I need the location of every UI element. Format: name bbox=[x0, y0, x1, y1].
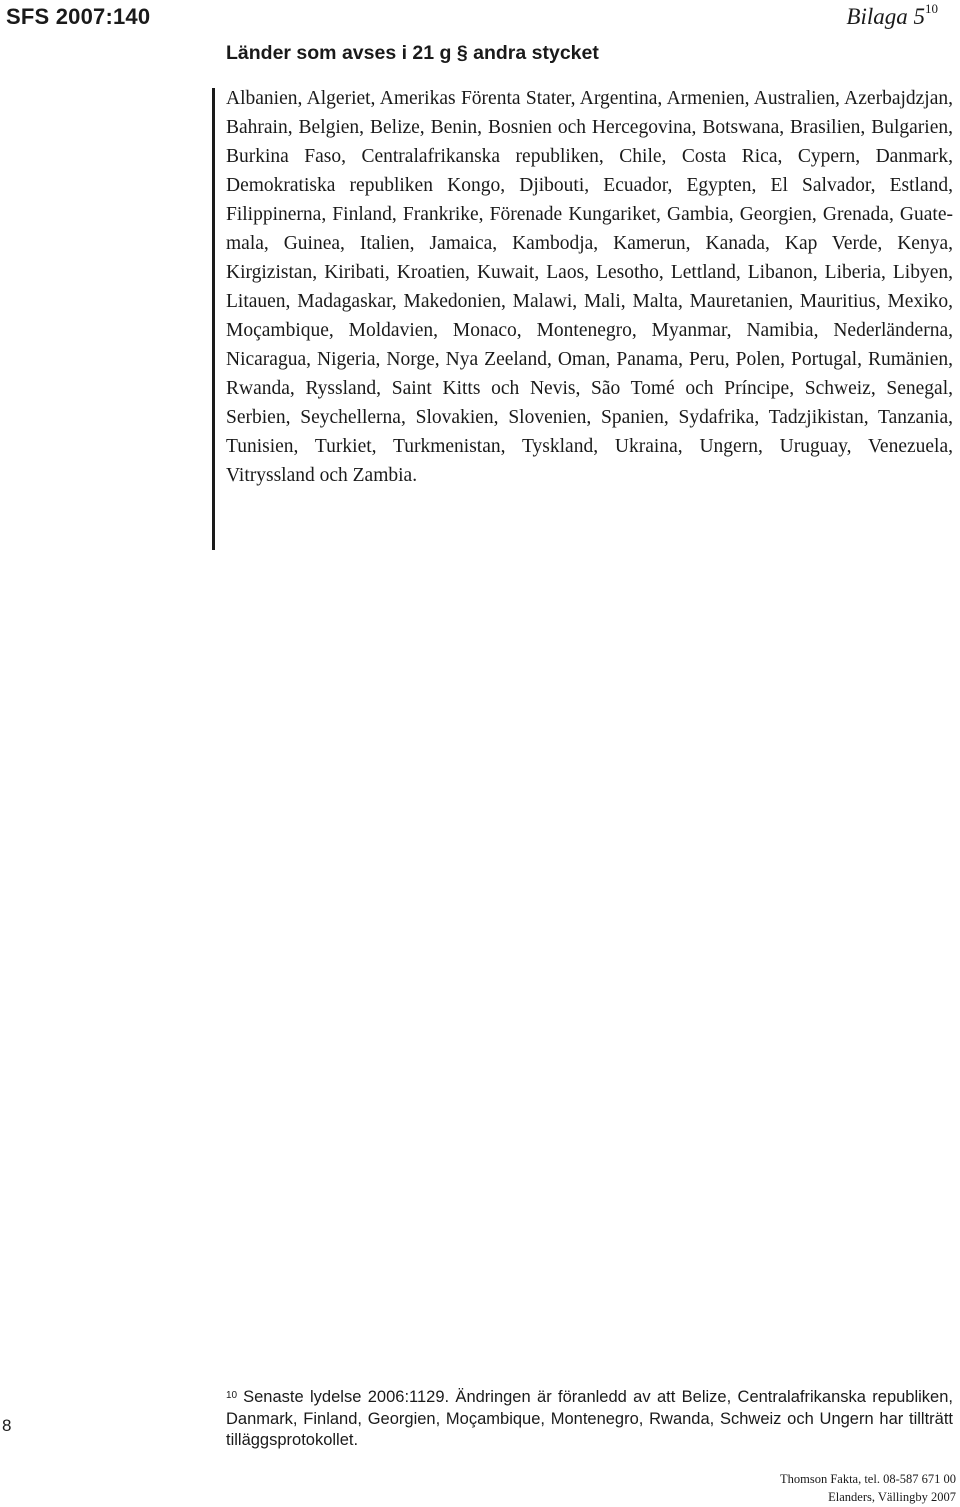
footnote-number: 10 bbox=[226, 1390, 238, 1401]
footnote bbox=[226, 1387, 953, 1452]
footnote-text: Senaste lydelse 2006:1129. Ändringen är föranledd av att Belize, Centralafrikanska republiken, Danmark, Finland, Georgien, Moçambique, Montenegro, Rwanda, Schweiz och Ungern har tillträtt tilläggsprotokollet. bbox=[226, 1388, 953, 1449]
publisher-info bbox=[780, 1470, 956, 1506]
appendix-label-text: Bilaga 5 bbox=[846, 4, 925, 29]
change-bar bbox=[212, 88, 215, 550]
country-list-paragraph: Albanien, Algeriet, Amerikas Förenta Stater, Argentina, Armenien, Australien, Azerbajdzjan, Bahrain, Belgien, Belize, Benin, Bosnien och Hercegovina, Botswana, Brasilien, Bulgarien, Burkina Faso, Centralafrikanska republiken, Chile, Costa Rica, Cypern, Danmark, Demokratiska republiken Kongo, Djibouti, Ecuador, Egypten, El Salvador, Estland, Filippinerna, Finland, Frankrike, Förenade Kungariket, Gambia, Georgien, Grenada, Guatemala, Guinea, Italien, Jamaica, Kambodja, Kamerun, Kanada, Kap Verde, Kenya, Kirgizistan, Kiribati, Kroatien, Kuwait, Laos, Lesotho, Lettland, Libanon, Liberia, Libyen, Litauen, Madagaskar, Makedonien, Malawi, Mali, Malta, Mauretanien, Mauritius, Mexiko, Moçambique, Moldavien, Monaco, Montenegro, Myanmar, Namibia, Nederländerna, Nicaragua, Nigeria, Norge, Nya Zeeland, Oman, Panama, Peru, Polen, Portugal, Rumänien, Rwanda, Ryssland, Saint Kitts och Nevis, São Tomé och Príncipe, Schweiz, Senegal, Serbien, Seychellerna, Slovakien, Slovenien, Spanien, Sydafrika, Tadzjikistan, Tanzania, Tunisien, Turkiet, Turkmenistan, Tyskland, Ukraina, Ungern, Uruguay, Venezuela, Vitryssland och Zambia. bbox=[226, 88, 953, 486]
footnote-reference: 10 bbox=[925, 1, 938, 16]
sfs-number: SFS 2007:140 bbox=[6, 4, 151, 29]
publisher-line-1: Thomson Fakta, tel. 08-587 671 00 bbox=[779, 1472, 956, 1486]
page-number: 8 bbox=[2, 1416, 12, 1435]
section-heading: Länder som avses i 21 g § andra stycket bbox=[226, 42, 599, 64]
publisher-line-2: Elanders, Vällingby 2007 bbox=[828, 1490, 956, 1504]
appendix-label bbox=[846, 1, 938, 30]
